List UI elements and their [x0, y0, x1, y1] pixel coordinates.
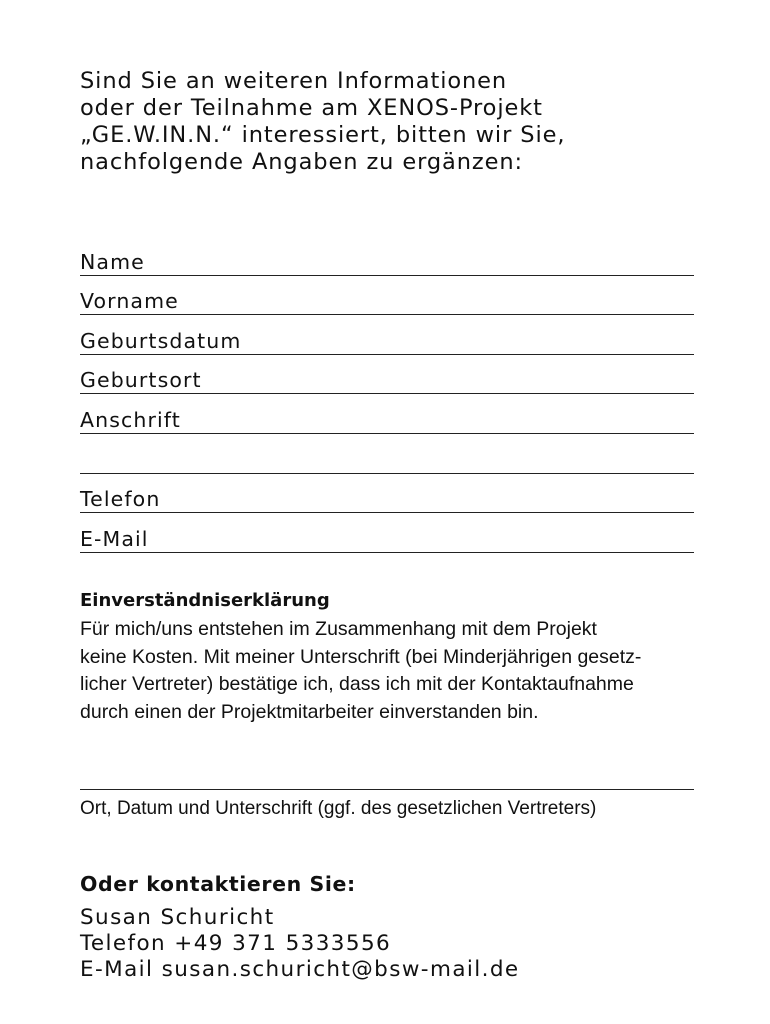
telefon-label: Telefon	[80, 487, 161, 512]
intro-line: nachfolgende Angaben zu ergänzen:	[80, 149, 523, 175]
name-field[interactable]	[174, 248, 694, 274]
geburtsort-field-row	[80, 355, 694, 395]
intro-text	[80, 68, 720, 176]
intro-line: oder der Teilnahme am XENOS-Projekt	[80, 95, 543, 121]
telefon-field[interactable]	[194, 485, 694, 511]
anschrift-second-row	[80, 434, 694, 474]
vorname-field-row	[80, 276, 694, 316]
vorname-label: Vorname	[80, 289, 179, 314]
vorname-field[interactable]	[214, 287, 694, 313]
contact-person-name: Susan Schuricht	[80, 905, 275, 930]
telefon-field-row	[80, 474, 694, 514]
geburtsdatum-label: Geburtsdatum	[80, 328, 242, 353]
consent-title: Einverständniserklärung	[80, 590, 330, 611]
consent-line: Für mich/uns entstehen im Zusammenhang mit dem Projekt	[80, 618, 597, 640]
geburtsdatum-field-row	[80, 315, 694, 355]
name-label: Name	[80, 249, 145, 274]
consent-line: keine Kosten. Mit meiner Unterschrift (bei Minderjährigen gesetz-	[80, 645, 642, 668]
anschrift-line-2-field[interactable]	[84, 446, 694, 472]
consent-line: licher Vertreter) bestätige ich, dass ich mit der Kontaktaufnahme	[80, 673, 634, 695]
consent-text	[80, 616, 700, 726]
intro-line: „GE.W.IN.N.“ interessiert, bitten wir Sie,	[80, 122, 566, 148]
signature-caption: Ort, Datum und Unterschrift (ggf. des gesetzlichen Vertreters)	[80, 798, 597, 819]
name-field-row	[80, 236, 694, 276]
anschrift-field[interactable]	[214, 406, 694, 432]
intro-line: Sind Sie an weiteren Informationen	[80, 68, 508, 94]
email-label: E-Mail	[80, 526, 149, 551]
contact-section	[80, 870, 700, 983]
consent-section	[80, 588, 700, 726]
anschrift-label: Anschrift	[80, 407, 181, 432]
email-field-row	[80, 513, 694, 553]
consent-line: durch einen der Projektmitarbeiter einverstanden bin.	[80, 700, 539, 723]
geburtsdatum-field[interactable]	[284, 327, 694, 353]
contact-form	[80, 236, 694, 553]
contact-phone: Telefon +49 371 5333556	[80, 931, 392, 956]
geburtsort-field[interactable]	[244, 366, 694, 392]
email-field[interactable]	[174, 525, 694, 551]
anschrift-field-row	[80, 394, 694, 434]
contact-title: Oder kontaktieren Sie:	[80, 872, 356, 896]
contact-email-link[interactable]: E-Mail susan.schuricht@bsw-mail.de	[80, 957, 520, 982]
geburtsort-label: Geburtsort	[80, 368, 202, 393]
